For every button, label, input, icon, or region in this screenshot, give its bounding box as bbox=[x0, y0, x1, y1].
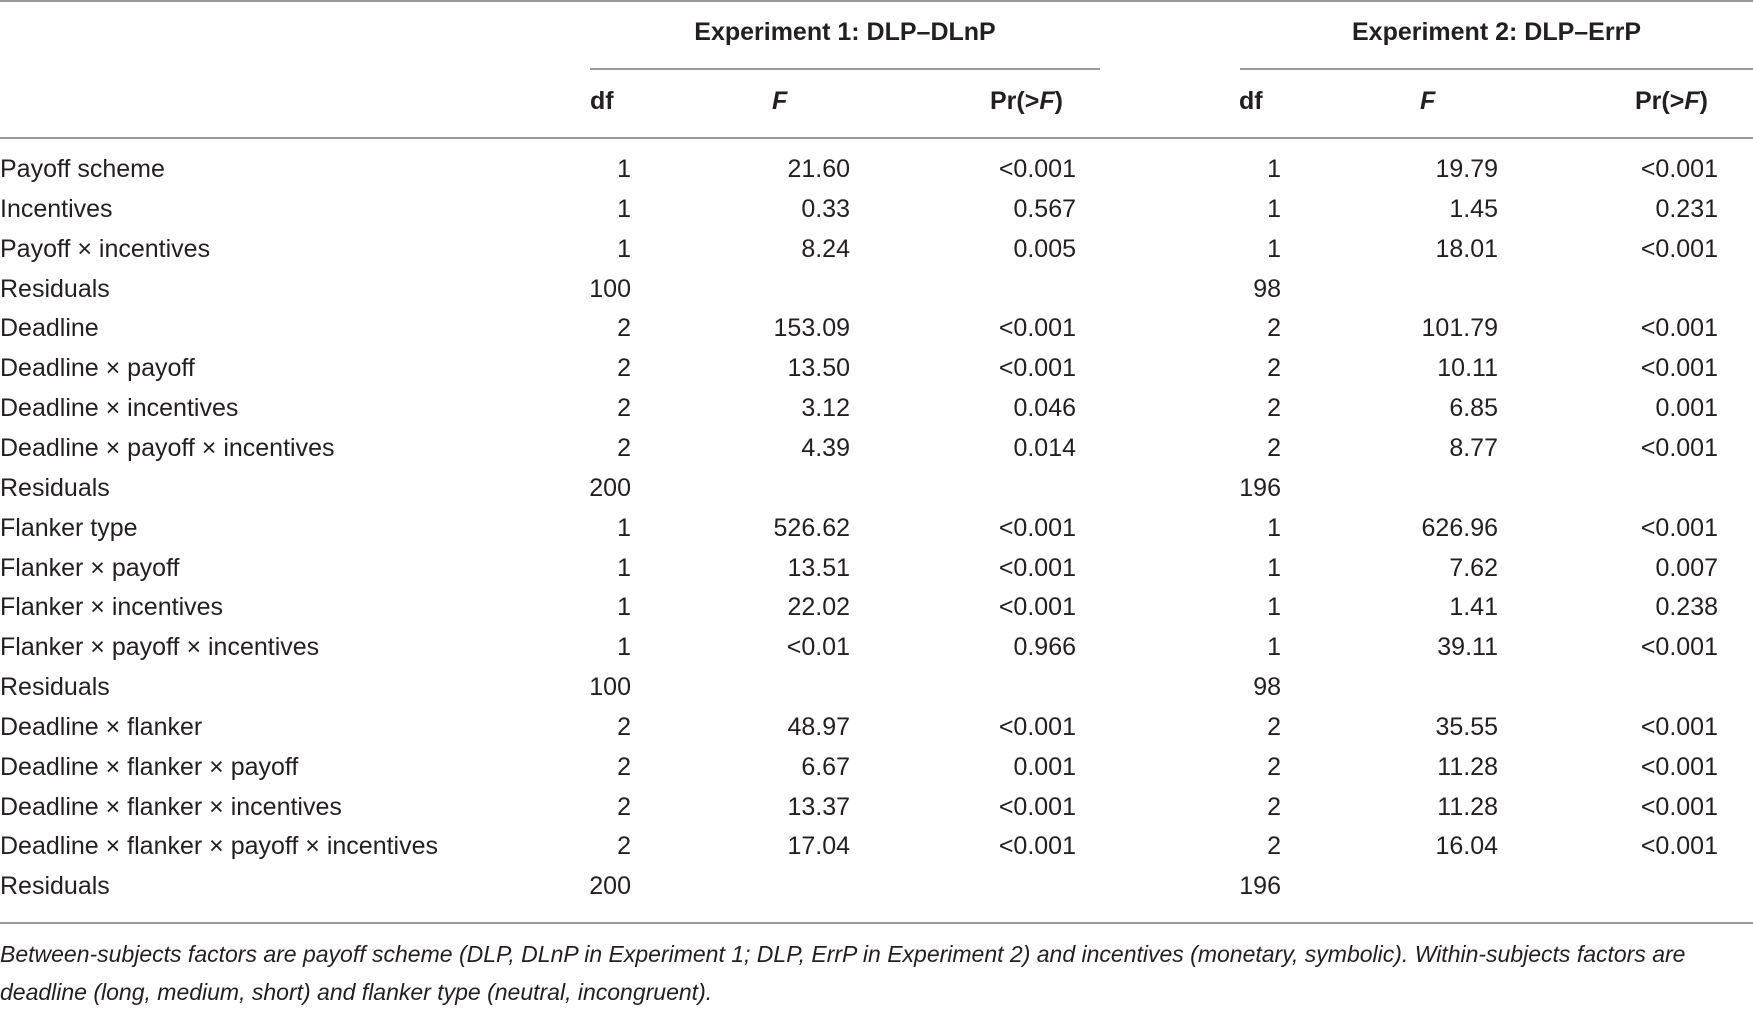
df-exp2: 1 bbox=[1267, 514, 1281, 542]
df-exp2: 2 bbox=[1267, 832, 1281, 860]
f-exp2: 16.04 bbox=[1435, 832, 1498, 860]
f-exp1: 21.60 bbox=[787, 155, 850, 183]
row-label: Deadline × incentives bbox=[0, 394, 239, 422]
pr-suffix: ) bbox=[1699, 87, 1708, 115]
pr-suffix: ) bbox=[1054, 87, 1063, 115]
f-exp1: 17.04 bbox=[787, 832, 850, 860]
f-exp1: 0.33 bbox=[801, 195, 850, 223]
row-label: Deadline × payoff bbox=[0, 354, 195, 382]
f-exp2: 10.11 bbox=[1437, 354, 1498, 382]
df-exp1: 1 bbox=[617, 633, 631, 661]
df-exp1: 2 bbox=[617, 713, 631, 741]
df-exp2: 2 bbox=[1267, 354, 1281, 382]
table-bottom-rule bbox=[0, 922, 1753, 924]
pr-exp1: 0.005 bbox=[1013, 235, 1076, 263]
row-label: Residuals bbox=[0, 275, 110, 303]
f-exp2: 11.28 bbox=[1437, 793, 1498, 821]
df-exp2: 98 bbox=[1253, 673, 1281, 701]
df-exp1: 200 bbox=[589, 872, 631, 900]
df-exp2: 2 bbox=[1267, 394, 1281, 422]
pr-exp2: <0.001 bbox=[1640, 514, 1718, 542]
column-header-df-1: df bbox=[590, 87, 614, 115]
df-exp2: 196 bbox=[1239, 872, 1281, 900]
df-exp2: 2 bbox=[1267, 434, 1281, 462]
pr-exp2: <0.001 bbox=[1640, 713, 1718, 741]
pr-exp1: 0.014 bbox=[1013, 434, 1076, 462]
f-exp1: 6.67 bbox=[801, 753, 850, 781]
row-label: Payoff scheme bbox=[0, 155, 165, 183]
f-exp2: 11.28 bbox=[1437, 753, 1498, 781]
df-exp2: 98 bbox=[1253, 275, 1281, 303]
f-exp1: <0.01 bbox=[786, 633, 850, 661]
pr-exp1: <0.001 bbox=[998, 554, 1076, 582]
row-label: Deadline × flanker × incentives bbox=[0, 793, 342, 821]
pr-exp1: <0.001 bbox=[998, 314, 1076, 342]
pr-prefix: Pr(> bbox=[1635, 87, 1685, 115]
row-label: Incentives bbox=[0, 195, 113, 223]
df-exp2: 1 bbox=[1267, 633, 1281, 661]
f-exp1: 526.62 bbox=[773, 514, 850, 542]
pr-exp1: <0.001 bbox=[998, 793, 1076, 821]
df-exp1: 1 bbox=[617, 195, 631, 223]
header-bottom-rule bbox=[0, 137, 1753, 139]
column-header-f-1: F bbox=[772, 87, 788, 115]
f-exp1: 13.51 bbox=[787, 554, 850, 582]
f-exp1: 13.50 bbox=[787, 354, 850, 382]
df-exp1: 200 bbox=[589, 474, 631, 502]
pr-exp2: <0.001 bbox=[1640, 155, 1718, 183]
f-exp2: 6.85 bbox=[1449, 394, 1498, 422]
f-exp2: 1.41 bbox=[1449, 593, 1498, 621]
df-exp2: 1 bbox=[1267, 195, 1281, 223]
f-exp1: 153.09 bbox=[773, 314, 850, 342]
f-exp2: 19.79 bbox=[1435, 155, 1498, 183]
df-exp1: 2 bbox=[617, 434, 631, 462]
f-exp2: 1.45 bbox=[1449, 195, 1498, 223]
pr-exp1: <0.001 bbox=[998, 713, 1076, 741]
pr-exp2: <0.001 bbox=[1640, 354, 1718, 382]
pr-exp2: <0.001 bbox=[1640, 832, 1718, 860]
group2-underline bbox=[1240, 68, 1753, 70]
column-header-df-2: df bbox=[1239, 87, 1263, 115]
column-header-pr-2 bbox=[1635, 86, 1708, 116]
f-exp2: 101.79 bbox=[1421, 314, 1498, 342]
df-exp1: 1 bbox=[617, 235, 631, 263]
row-label: Residuals bbox=[0, 872, 110, 900]
f-exp1: 3.12 bbox=[801, 394, 850, 422]
table-footnote: Between-subjects factors are payoff scheme (DLP, DLnP in Experiment 1; DLP, ErrP in Experiment 2) and incentives (monetary, symbolic). Within-subjects factors are deadline (long, medium, short) and flanker type (neutral, incongruent). bbox=[0, 941, 1686, 1005]
df-exp1: 2 bbox=[617, 314, 631, 342]
row-label: Flanker × payoff × incentives bbox=[0, 633, 320, 661]
f-exp1: 48.97 bbox=[787, 713, 850, 741]
pr-exp2: 0.007 bbox=[1655, 554, 1718, 582]
df-exp1: 1 bbox=[617, 593, 631, 621]
pr-exp2: 0.238 bbox=[1655, 593, 1718, 621]
f-exp1: 8.24 bbox=[801, 235, 850, 263]
df-exp2: 2 bbox=[1267, 793, 1281, 821]
pr-exp1: <0.001 bbox=[998, 514, 1076, 542]
df-exp1: 2 bbox=[617, 793, 631, 821]
df-exp2: 2 bbox=[1267, 753, 1281, 781]
row-label: Payoff × incentives bbox=[0, 235, 211, 263]
pr-exp1: <0.001 bbox=[998, 354, 1076, 382]
row-label: Residuals bbox=[0, 474, 110, 502]
pr-exp2: <0.001 bbox=[1640, 753, 1718, 781]
pr-exp1: <0.001 bbox=[998, 155, 1076, 183]
f-exp2: 8.77 bbox=[1449, 434, 1498, 462]
pr-prefix: Pr(> bbox=[990, 87, 1040, 115]
df-exp2: 1 bbox=[1267, 155, 1281, 183]
f-exp2: 18.01 bbox=[1435, 235, 1498, 263]
row-label: Flanker × incentives bbox=[0, 593, 224, 621]
pr-exp1: <0.001 bbox=[998, 593, 1076, 621]
pr-exp2: 0.001 bbox=[1655, 394, 1718, 422]
f-exp2: 7.62 bbox=[1449, 554, 1498, 582]
pr-exp2: <0.001 bbox=[1640, 314, 1718, 342]
df-exp1: 1 bbox=[617, 514, 631, 542]
table-top-rule bbox=[0, 0, 1753, 2]
column-header-f-2: F bbox=[1420, 87, 1436, 115]
df-exp2: 1 bbox=[1267, 593, 1281, 621]
pr-exp1: 0.046 bbox=[1013, 394, 1076, 422]
pr-exp2: <0.001 bbox=[1640, 434, 1718, 462]
df-exp1: 2 bbox=[617, 753, 631, 781]
df-exp2: 2 bbox=[1267, 314, 1281, 342]
row-label: Deadline bbox=[0, 314, 99, 342]
df-exp2: 196 bbox=[1239, 474, 1281, 502]
df-exp1: 100 bbox=[589, 673, 631, 701]
f-exp2: 35.55 bbox=[1435, 713, 1498, 741]
pr-exp2: <0.001 bbox=[1640, 793, 1718, 821]
column-header-pr-1 bbox=[990, 86, 1063, 116]
df-exp2: 1 bbox=[1267, 235, 1281, 263]
row-label: Deadline × flanker × payoff bbox=[0, 753, 299, 781]
df-exp1: 1 bbox=[617, 554, 631, 582]
pr-exp2: 0.231 bbox=[1655, 195, 1718, 223]
f-exp2: 626.96 bbox=[1421, 514, 1498, 542]
row-label: Deadline × flanker × payoff × incentives bbox=[0, 832, 439, 860]
row-label: Residuals bbox=[0, 673, 110, 701]
group-header-experiment-1: Experiment 1: DLP–DLnP bbox=[694, 18, 996, 46]
pr-exp2: <0.001 bbox=[1640, 633, 1718, 661]
pr-exp1: 0.001 bbox=[1013, 753, 1076, 781]
df-exp1: 2 bbox=[617, 354, 631, 382]
f-exp2: 39.11 bbox=[1437, 633, 1498, 661]
f-exp1: 13.37 bbox=[787, 793, 850, 821]
pr-var: F bbox=[1039, 87, 1055, 115]
df-exp1: 2 bbox=[617, 394, 631, 422]
row-label: Flanker × payoff bbox=[0, 554, 180, 582]
f-exp1: 22.02 bbox=[787, 593, 850, 621]
f-exp1: 4.39 bbox=[801, 434, 850, 462]
row-label: Deadline × payoff × incentives bbox=[0, 434, 335, 462]
pr-exp2: <0.001 bbox=[1640, 235, 1718, 263]
df-exp1: 100 bbox=[589, 275, 631, 303]
df-exp2: 1 bbox=[1267, 554, 1281, 582]
row-label: Deadline × flanker bbox=[0, 713, 203, 741]
pr-exp1: <0.001 bbox=[998, 832, 1076, 860]
row-label: Flanker type bbox=[0, 514, 138, 542]
df-exp2: 2 bbox=[1267, 713, 1281, 741]
df-exp1: 1 bbox=[617, 155, 631, 183]
group1-underline bbox=[590, 68, 1100, 70]
df-exp1: 2 bbox=[617, 832, 631, 860]
group-header-experiment-2: Experiment 2: DLP–ErrP bbox=[1352, 18, 1641, 46]
pr-exp1: 0.966 bbox=[1013, 633, 1076, 661]
pr-var: F bbox=[1684, 87, 1700, 115]
pr-exp1: 0.567 bbox=[1013, 195, 1076, 223]
